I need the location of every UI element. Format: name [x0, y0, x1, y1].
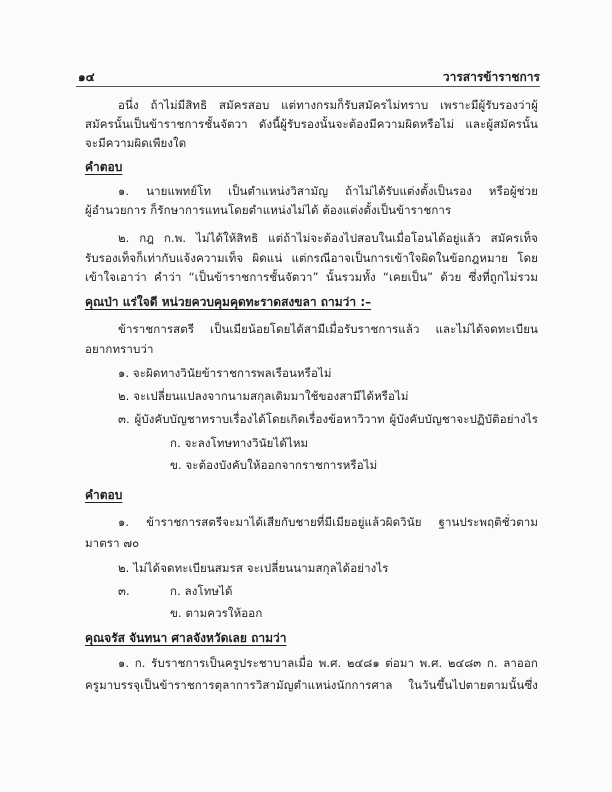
asker-heading: คุณจรัส จันทนา ศาลจังหวัดเลย ถามว่า — [85, 631, 287, 645]
page-number: ๑๔ — [78, 70, 95, 84]
question-line: สมัครนั้นเป็นข้าราชการชั้นจัตวา ดังนี้ผู้รับรองนั้นจะต้องมีความผิดหรือไม่ และผู้สมัครนั้น — [85, 117, 538, 131]
answer-heading: คำตอบ — [85, 160, 123, 174]
question-item: ๒. จะเปลี่ยนแปลงจากนามสกุลเดิมมาใช้ของสามีได้หรือไม่ — [118, 389, 409, 403]
answer-line: เข้าใจเอาว่า คำว่า “เป็นข้าราชการชั้นจัตวา” นั้นรวมทั้ง “เคยเป็น” ด้วย ซึ่งที่ถูกไม่รวม — [85, 270, 538, 284]
question-line: อนึ่ง ถ้าไม่มีสิทธิ สมัครสอบ แต่ทางกรมก็รับสมัครไม่ทราบ เพราะมีผู้รับรองว่าผู้ — [118, 98, 538, 112]
answer-subitem: ข. ตามควรให้ออก — [170, 606, 263, 620]
question-line: ข้าราชการสตรี เป็นเมียน้อยโดยได้สามีเมื่อรับราชการแล้ว และไม่ได้จดทะเบียน — [118, 322, 538, 336]
answer-line: ๒. กฎ ก.พ. ไม่ได้ให้สิทธิ แต่ถ้าไม่จะต้องไปสอบในเมื่อโอนได้อยู่แล้ว สมัครเท็จ — [118, 231, 538, 245]
question-subitem: ก. จะลงโทษทางวินัยได้ไหม — [170, 436, 309, 450]
question-line: ครูมาบรรจุเป็นข้าราชการตุลาการวิสามัญตำแหน่งนักการศาล ในวันขึ้นไปตายตามนั้นซึ่ง — [85, 678, 538, 692]
asker-heading: คุณป่า แร่ใจดี หน่วยควบคุมคุดทะราดสงขลา ถามว่า :– — [85, 295, 372, 309]
answer-item: ๒. ไม่ได้จดทะเบียนสมรส จะเปลี่ยนนามสกุลได้อย่างไร — [118, 561, 389, 575]
question-item: ๑. จะผิดทางวินัยข้าราชการพลเรือนหรือไม่ — [118, 366, 332, 380]
header-rule — [76, 86, 540, 87]
question-item: ๓. ผู้บังคับบัญชาทราบเรื่องได้โดยเกิดเรื่องข้อหาวิวาท ผู้บังคับบัญชาจะปฏิบัติอย่างไร — [118, 412, 538, 426]
answer-line: ๑. ข้าราชการสตรีจะมาได้เสียกับชายที่มีเมียอยู่แล้วผิดวินัย ฐานประพฤติชั่วตาม — [118, 515, 538, 529]
answer-line: มาตรา ๗๐ — [85, 536, 140, 550]
answer-heading: คำตอบ — [85, 488, 123, 502]
question-subitem: ข. จะต้องบังคับให้ออกจากราชการหรือไม่ — [170, 458, 378, 472]
answer-subitem: ก. ลงโทษได้ — [170, 584, 233, 598]
answer-line: ๑. นายแพทย์โท เป็นตำแหน่งวิสามัญ ถ้าไม่ได้รับแต่งตั้งเป็นรอง หรือผู้ช่วย — [118, 184, 538, 198]
question-line: จะมีความผิดเพียงใด — [85, 136, 187, 150]
answer-line: ผู้อำนวยการ ก็รักษาการแทนโดยตำแหน่งไม่ได้ ต้องแต่งตั้งเป็นข้าราชการ — [85, 203, 452, 217]
journal-title: วารสารข้าราชการ — [442, 70, 540, 84]
question-line: ๑. ก. รับราชการเป็นครูประชาบาลเมื่อ พ.ศ. ๒๔๘๑ ต่อมา พ.ศ. ๒๔๘๓ ก. ลาออก — [118, 656, 538, 670]
question-line: อยากทราบว่า — [85, 342, 154, 356]
answer-line: รับรองเท็จก็เท่ากับแจ้งความเท็จ ผิดแน่ แต่กรณีอาจเป็นการเข้าใจผิดในข้อกฎหมาย โดย — [85, 251, 538, 265]
answer-item-number: ๓. — [118, 584, 130, 598]
